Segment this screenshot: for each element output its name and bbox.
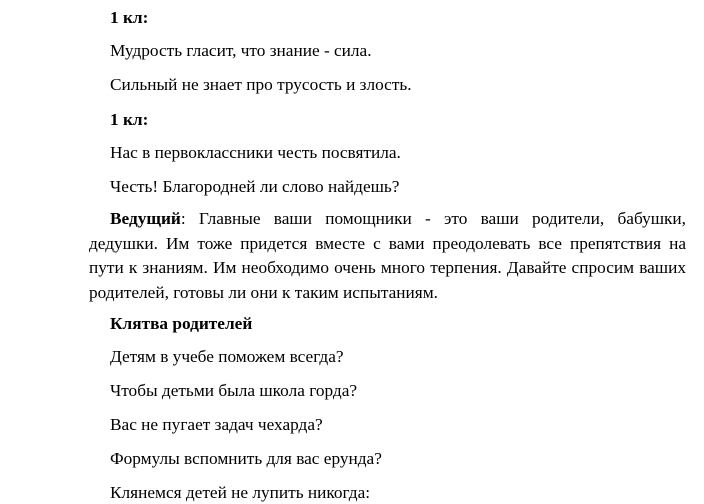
verse-line: Формулы вспомнить для вас ерунда? xyxy=(110,449,382,468)
verse-line: Нас в первоклассники честь посвятила. xyxy=(110,143,401,162)
section-heading: Клятва родителей xyxy=(110,314,253,333)
verse-line: Детям в учебе поможем всегда? xyxy=(110,347,344,366)
verse-line: Сильный не знает про трусость и злость. xyxy=(110,75,412,94)
verse-line: Клянемся детей не лупить никогда: xyxy=(110,483,371,502)
verse-line: Чтобы детьми была школа горда? xyxy=(110,381,358,400)
speaker-label: 1 кл: xyxy=(110,8,149,27)
host-speaker-label: Ведущий xyxy=(110,209,181,228)
speaker-label: 1 кл: xyxy=(110,110,149,129)
host-paragraph-text: : Главные ваши помощники - это ваши родители, бабушки, дедушки. Им тоже придется вместе с вами преодолевать все препятствия на пути к знаниям. Им необходимо очень много терпения. Давайте спросим ваших родителей, готовы ли они к таким испытаниям. xyxy=(89,209,686,303)
verse-line: Мудрость гласит, что знание - сила. xyxy=(110,41,372,60)
verse-line: Честь! Благородней ли слово найдешь? xyxy=(110,177,400,196)
verse-line: Вас не пугает задач чехарда? xyxy=(110,415,323,434)
host-paragraph xyxy=(89,207,686,306)
